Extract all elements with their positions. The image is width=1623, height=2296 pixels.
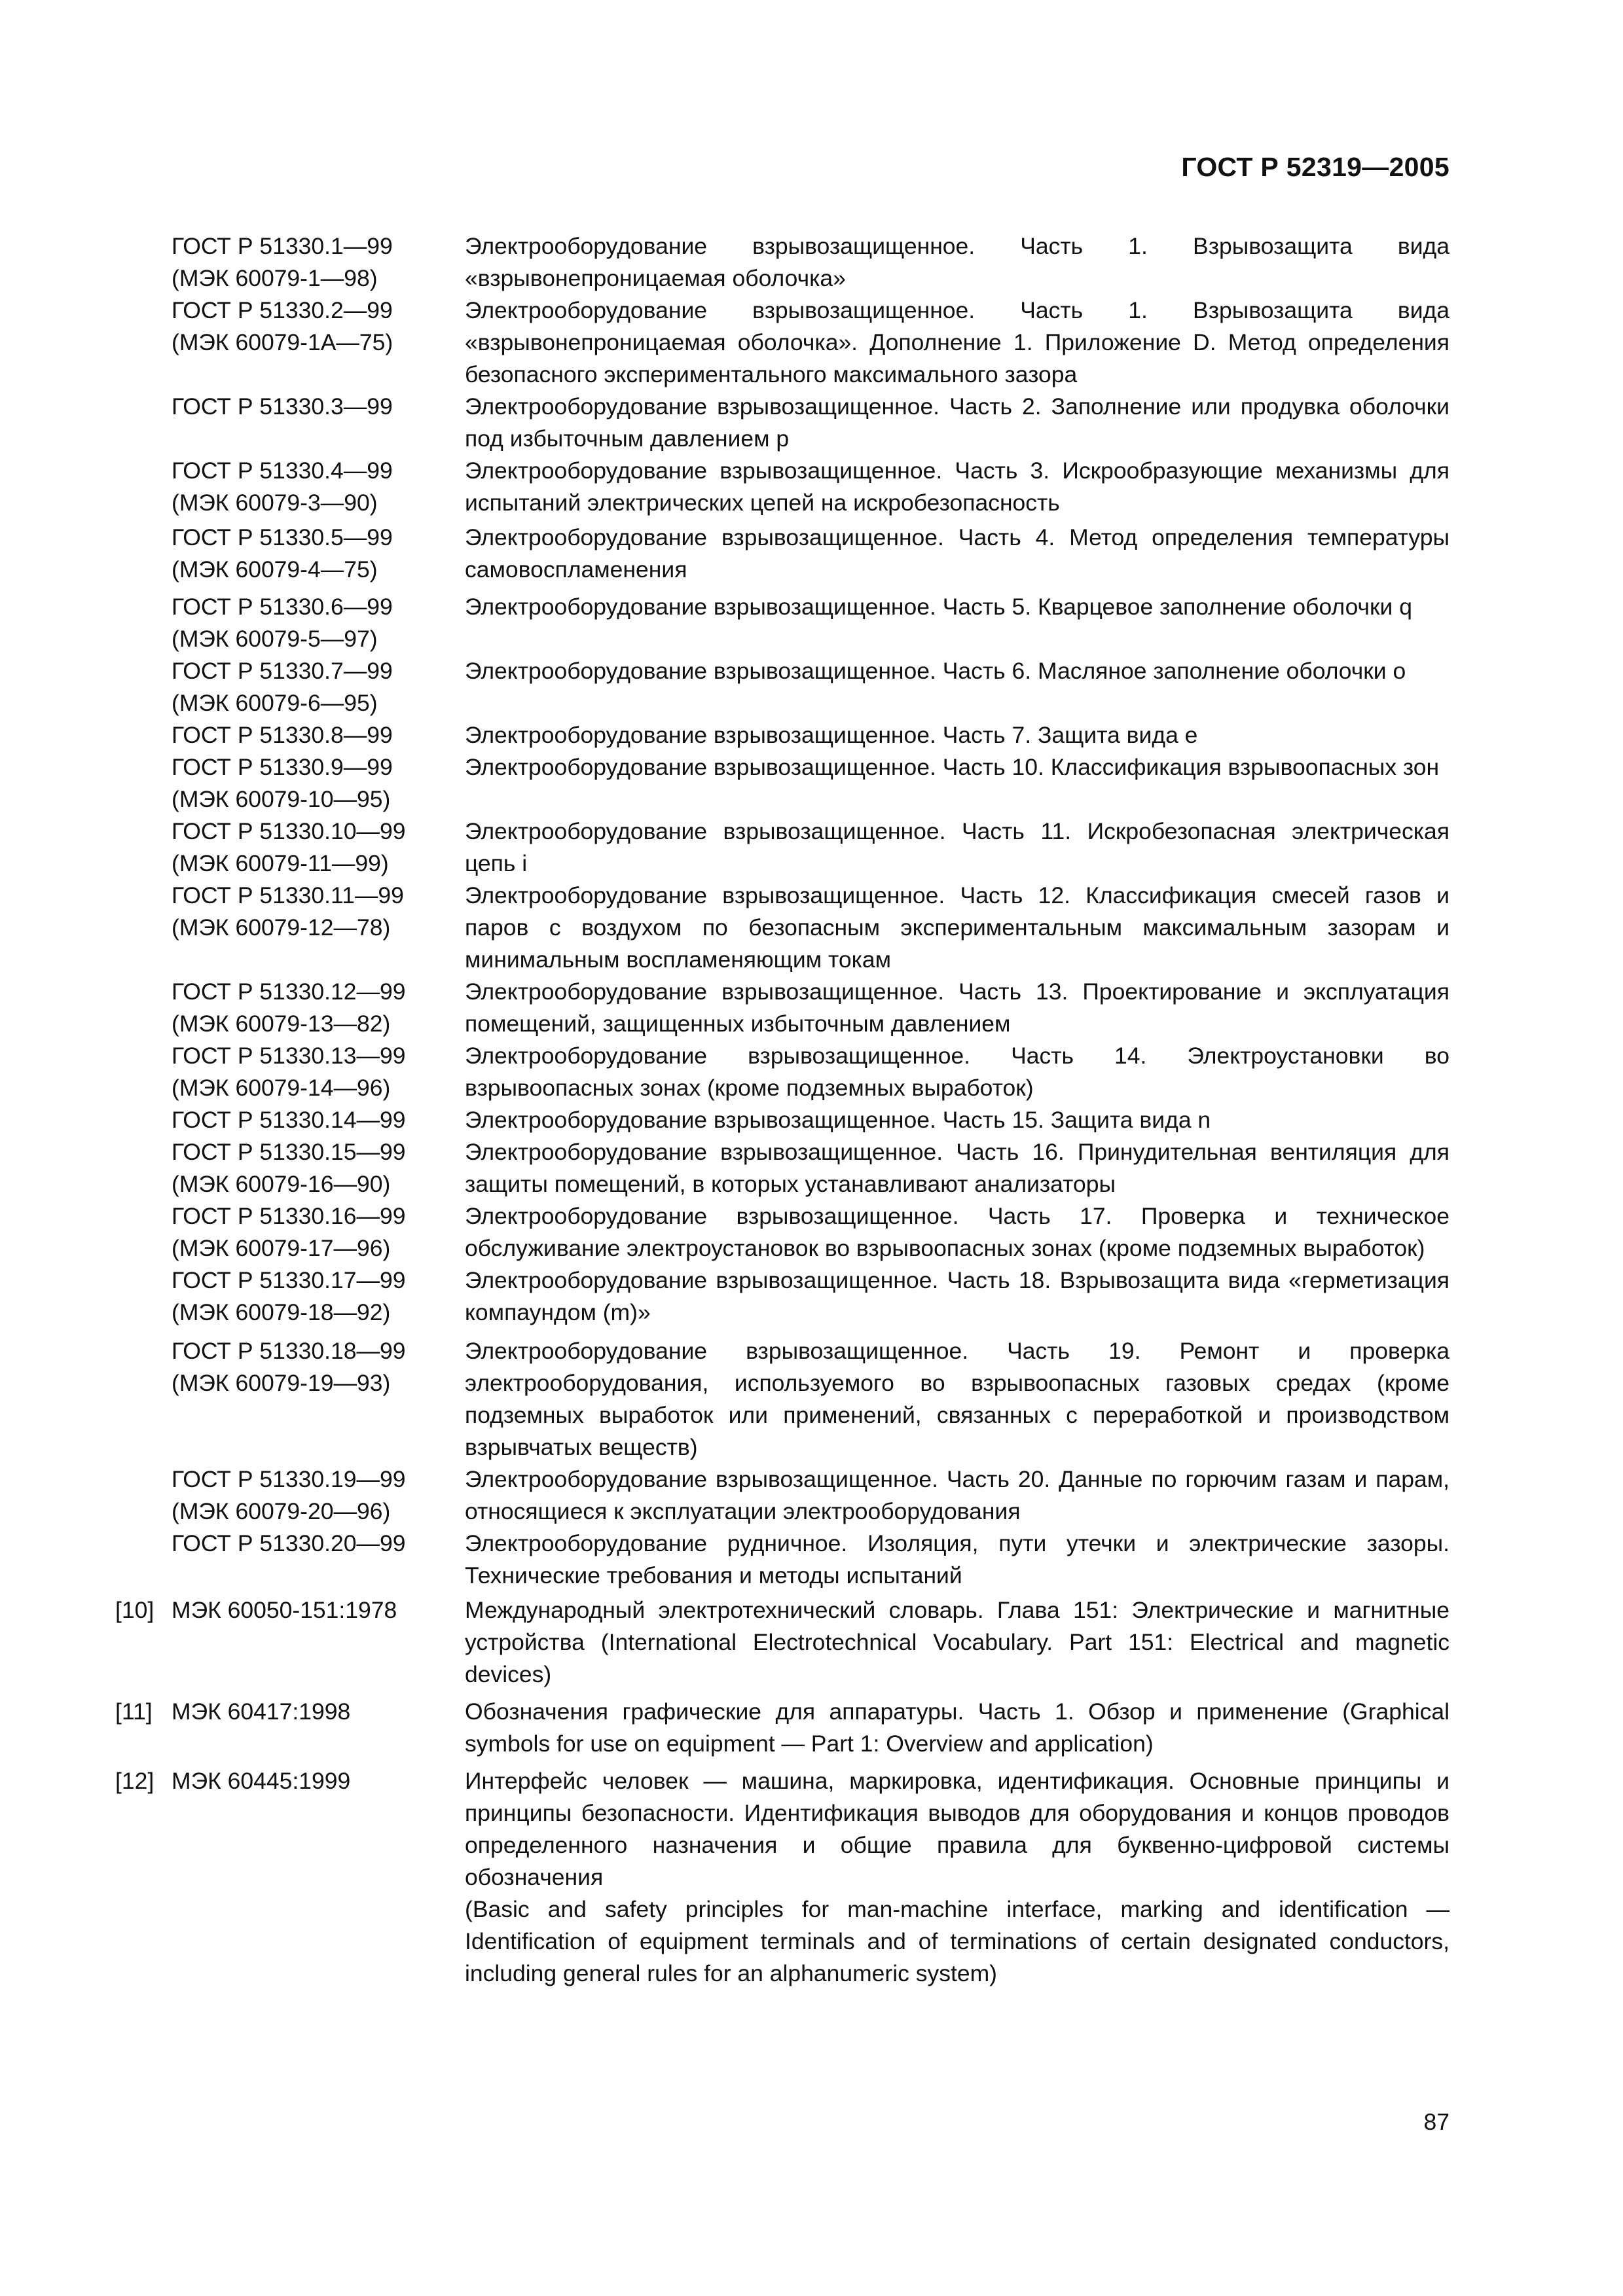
reference-number: [10] (115, 1597, 155, 1623)
reference-code: ГОСТ Р 51330.5—99 (МЭК 60079-4—75) (172, 524, 393, 583)
reference-description (465, 1040, 1450, 1104)
reference-code: ГОСТ Р 51330.4—99 (МЭК 60079-3—90) (172, 457, 393, 516)
reference-description-paragraph: Обозначения графические для аппаратуры. Часть 1. Обзор и применение (Graphical symbols for use on equipment — Part 1: Overview and application) (465, 1698, 1450, 1757)
reference-number: [11] (115, 1698, 153, 1725)
reference-description-paragraph: Электрооборудование взрывозащищенное. Часть 1. Взрывозащита вида «взрывонепроницаемая оболочка» (465, 233, 1450, 291)
reference-description (465, 751, 1450, 783)
reference-description (465, 880, 1450, 976)
reference-description-paragraph: Электрооборудование взрывозащищенное. Часть 20. Данные по горючим газам и парам, относящиеся к эксплуатации электрооборудования (465, 1466, 1450, 1524)
reference-code: ГОСТ Р 51330.7—99 (МЭК 60079-6—95) (172, 658, 393, 716)
reference-code: ГОСТ Р 51330.15—99 (МЭК 60079-16—90) (172, 1139, 406, 1197)
reference-description (465, 455, 1450, 519)
reference-description (465, 391, 1450, 455)
reference-entry (115, 295, 1450, 391)
reference-entry (115, 1594, 1450, 1691)
document-header: ГОСТ Р 52319—2005 (1181, 152, 1450, 182)
reference-code: ГОСТ Р 51330.14—99 (172, 1107, 406, 1133)
reference-description (465, 816, 1450, 880)
reference-description-paragraph: Электрооборудование взрывозащищенное. Часть 14. Электроустановки во взрывоопасных зонах (кроме подземных выработок) (465, 1043, 1450, 1101)
reference-description (465, 1200, 1450, 1265)
reference-code: ГОСТ Р 51330.2—99 (МЭК 60079-1А—75) (172, 297, 393, 355)
reference-entry (115, 1200, 1450, 1265)
reference-description-paragraph: Электрооборудование взрывозащищенное. Часть 19. Ремонт и проверка электрооборудования, используемого во взрывоопасных газовых средах (кроме подземных выработок или применений, связанных с переработкой и производством взрывчатых веществ) (465, 1338, 1450, 1460)
reference-description (465, 230, 1450, 295)
reference-entry (115, 1040, 1450, 1104)
reference-code: ГОСТ Р 51330.17—99 (МЭК 60079-18—92) (172, 1267, 406, 1325)
reference-entry (115, 1528, 1450, 1592)
reference-description (465, 1594, 1450, 1691)
reference-code: ГОСТ Р 51330.18—99 (МЭК 60079-19—93) (172, 1338, 406, 1396)
reference-entry (115, 751, 1450, 816)
reference-description (465, 1463, 1450, 1528)
reference-description (465, 1265, 1450, 1329)
reference-description (465, 295, 1450, 391)
reference-description-paragraph: Электрооборудование взрывозащищенное. Часть 10. Классификация взрывоопасных зон (465, 754, 1440, 780)
reference-description-paragraph: Электрооборудование взрывозащищенное. Часть 17. Проверка и техническое обслуживание электроустановок во взрывоопасных зонах (кроме подземных выработок) (465, 1203, 1450, 1261)
reference-entry (115, 655, 1450, 719)
reference-description-paragraph: Международный электротехнический словарь. Глава 151: Электрические и магнитные устройства (International Electrotechnical Vocabulary. Part 151: Electrical and magnetic devices) (465, 1597, 1450, 1687)
reference-description-paragraph: Электрооборудование взрывозащищенное. Часть 3. Искрообразующие механизмы для испытаний электрических цепей на искробезопасность (465, 457, 1450, 516)
reference-entry (115, 719, 1450, 751)
reference-description (465, 1136, 1450, 1200)
reference-description-paragraph: Интерфейс человек — машина, маркировка, идентификация. Основные принципы и принципы безопасности. Идентификация выводов для оборудования и концов проводов определенного назначения и общие правила для буквенно-цифровой системы обозначения (465, 1768, 1450, 1890)
reference-code: ГОСТ Р 51330.10—99 (МЭК 60079-11—99) (172, 818, 406, 876)
reference-entry (115, 1136, 1450, 1200)
reference-entry (115, 1104, 1450, 1136)
reference-code: ГОСТ Р 51330.6—99 (МЭК 60079-5—97) (172, 594, 393, 652)
reference-code: ГОСТ Р 51330.20—99 (172, 1530, 406, 1556)
reference-entry (115, 976, 1450, 1040)
reference-description-paragraph: Электрооборудование взрывозащищенное. Часть 1. Взрывозащита вида «взрывонепроницаемая оболочка». Дополнение 1. Приложение D. Метод определения безопасного экспериментального максимального зазора (465, 297, 1450, 387)
reference-description-paragraph: (Basic and safety principles for man-machine interface, marking and identification — Identification of equipment terminals and of terminations of certain designated conductors, including general rules for an alphanumeric system) (465, 1896, 1450, 1986)
reference-description-paragraph: Электрооборудование взрывозащищенное. Часть 15. Защита вида n (465, 1107, 1211, 1133)
reference-code: ГОСТ Р 51330.3—99 (172, 393, 393, 420)
reference-entry (115, 880, 1450, 976)
reference-entry (115, 455, 1450, 519)
reference-description (465, 655, 1450, 687)
page-number: 87 (1423, 2109, 1450, 2135)
reference-description-paragraph: Электрооборудование взрывозащищенное. Часть 2. Заполнение или продувка оболочки под избыточным давлением p (465, 393, 1450, 452)
reference-code: МЭК 60050-151:1978 (172, 1597, 397, 1623)
reference-entry (115, 816, 1450, 880)
reference-code: ГОСТ Р 51330.8—99 (172, 722, 393, 748)
reference-entry (115, 522, 1450, 586)
reference-description (465, 1335, 1450, 1463)
reference-code: МЭК 60445:1999 (172, 1768, 351, 1794)
reference-description (465, 719, 1450, 751)
reference-description (465, 1528, 1450, 1592)
reference-code: ГОСТ Р 51330.1—99 (МЭК 60079-1—98) (172, 233, 393, 291)
reference-code: ГОСТ Р 51330.13—99 (МЭК 60079-14—96) (172, 1043, 406, 1101)
reference-number: [12] (115, 1768, 155, 1794)
reference-description-paragraph: Электрооборудование взрывозащищенное. Часть 4. Метод определения температуры самовоспламенения (465, 524, 1450, 583)
reference-entry (115, 1463, 1450, 1528)
reference-code: ГОСТ Р 51330.19—99 (МЭК 60079-20—96) (172, 1466, 406, 1524)
reference-description (465, 1765, 1450, 1990)
reference-entry (115, 591, 1450, 655)
reference-description-paragraph: Электрооборудование взрывозащищенное. Часть 16. Принудительная вентиляция для защиты помещений, в которых устанавливают анализаторы (465, 1139, 1450, 1197)
reference-entry (115, 391, 1450, 455)
reference-description-paragraph: Электрооборудование взрывозащищенное. Часть 13. Проектирование и эксплуатация помещений, защищенных избыточным давлением (465, 978, 1450, 1037)
reference-entry (115, 1765, 1450, 1990)
reference-description (465, 976, 1450, 1040)
reference-description-paragraph: Электрооборудование взрывозащищенное. Часть 7. Защита вида e (465, 722, 1198, 748)
reference-entry (115, 1335, 1450, 1463)
reference-code: МЭК 60417:1998 (172, 1698, 351, 1725)
reference-description (465, 591, 1450, 623)
reference-description-paragraph: Электрооборудование взрывозащищенное. Часть 6. Масляное заполнение оболочки o (465, 658, 1406, 684)
reference-code: ГОСТ Р 51330.12—99 (МЭК 60079-13—82) (172, 978, 406, 1037)
reference-entry (115, 1696, 1450, 1760)
reference-list (115, 230, 1450, 1990)
reference-description (465, 1104, 1450, 1136)
reference-code: ГОСТ Р 51330.16—99 (МЭК 60079-17—96) (172, 1203, 406, 1261)
reference-code: ГОСТ Р 51330.11—99 (МЭК 60079-12—78) (172, 882, 404, 941)
reference-entry (115, 1265, 1450, 1329)
reference-description-paragraph: Электрооборудование рудничное. Изоляция, пути утечки и электрические зазоры. Технические требования и методы испытаний (465, 1530, 1450, 1588)
reference-description-paragraph: Электрооборудование взрывозащищенное. Часть 12. Классификация смесей газов и паров с воздухом по безопасным экспериментальным максимальным зазорам и минимальным воспламеняющим токам (465, 882, 1450, 973)
reference-code: ГОСТ Р 51330.9—99 (МЭК 60079-10—95) (172, 754, 393, 812)
reference-description (465, 1696, 1450, 1760)
reference-entry (115, 230, 1450, 295)
reference-description (465, 522, 1450, 586)
reference-description-paragraph: Электрооборудование взрывозащищенное. Часть 11. Искробезопасная электрическая цепь i (465, 818, 1450, 876)
reference-description-paragraph: Электрооборудование взрывозащищенное. Часть 18. Взрывозащита вида «герметизация компаундом (m)» (465, 1267, 1450, 1325)
reference-description-paragraph: Электрооборудование взрывозащищенное. Часть 5. Кварцевое заполнение оболочки q (465, 594, 1412, 620)
